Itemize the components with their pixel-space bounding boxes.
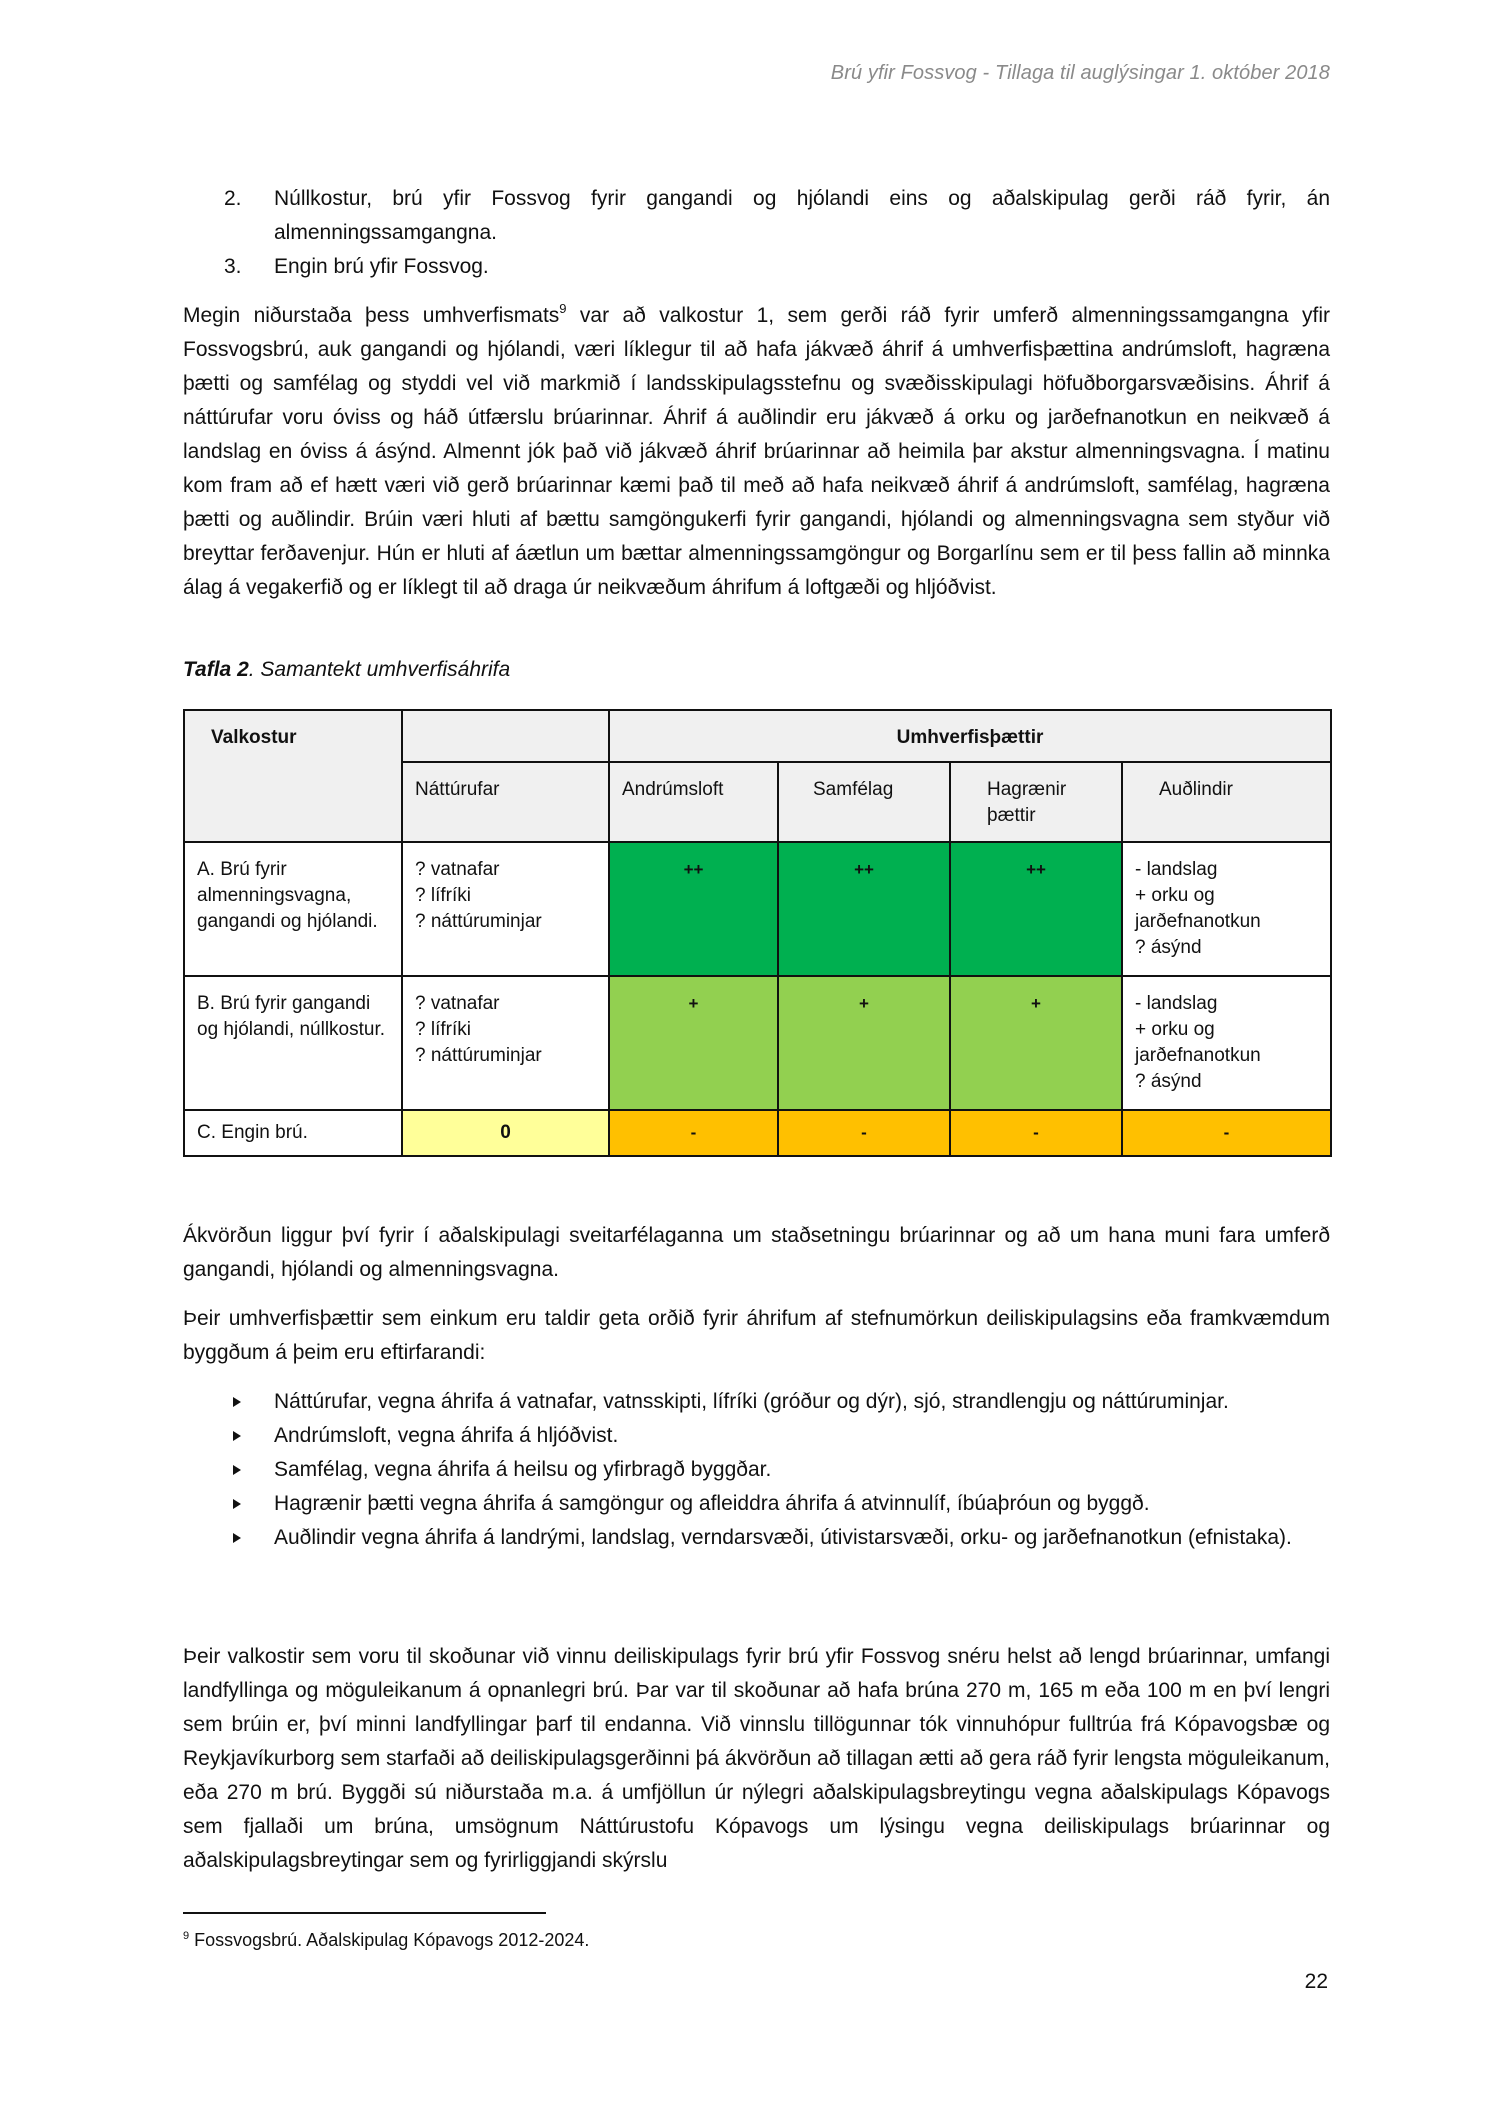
header-valkostur: Valkostur — [184, 710, 402, 842]
resources-item: jarðefnanotkun — [1135, 1045, 1261, 1066]
footnote-reference[interactable]: 9 — [559, 301, 567, 316]
list-item — [183, 1385, 1330, 1419]
impact-cell-hagraenir: ++ — [950, 842, 1122, 976]
bullet-triangle-icon — [233, 1465, 241, 1475]
header-audlindir: Auðlindir — [1122, 762, 1331, 842]
paragraph-assessment-summary — [183, 299, 1330, 605]
header-samfelag: Samfélag — [778, 762, 950, 842]
resources-item: jarðefnanotkun — [1135, 911, 1261, 932]
nature-item: ? náttúruminjar — [415, 1045, 542, 1066]
list-item-text: Núllkostur, brú yfir Fossvog fyrir gangandi og hjólandi eins og aðalskipulag gerði ráð fyrir, án almenningssamgangna. — [274, 187, 1330, 244]
resources-item: - landslag — [1135, 859, 1218, 880]
impact-cell-samfelag: + — [778, 976, 950, 1110]
list-item-text: Engin brú yfir Fossvog. — [274, 255, 489, 278]
paragraph-alternatives: Þeir valkostir sem voru til skoðunar við vinnu deiliskipulags fyrir brú yfir Fossvog snéru helst að lengd brúarinnar, umfangi landfyllinga og möguleikanum á opnanlegri brú. Þar var til skoðunar að hafa brúna 270 m, 165 m eða 100 m en því lengri sem brúin er, því minni landfyllingar þarf til endanna. Við vinnslu tillögunnar tók vinnuhópur fulltrúa frá Kópavogsbæ og Reykjavíkurborg sem starfaði að deiliskipulagsgerðinni þá ákvörðun að tillagan ætti að gera ráð fyrir lengsta möguleikanum, eða 270 m brú. Byggði sú niðurstaða m.a. á umfjöllun úr nýlegri aðalskipulagsbreytingu vegna aðalskipulags Kópavogs sem fjallaði um brúna, umsögnum Náttúrustofu Kópavogs um lýsingu vegna deiliskipulags brúarinnar og aðalskipulagsbreytingar sem og fyrirliggjandi skýrslu — [183, 1645, 1330, 1872]
list-item — [183, 1419, 1330, 1453]
resources-cell — [1122, 976, 1331, 1110]
table-row — [184, 976, 1331, 1110]
nature-item: ? lífríki — [415, 885, 471, 906]
list-number: 3. — [224, 255, 242, 278]
footnote-separator — [183, 1912, 546, 1914]
page-number: 22 — [1304, 1970, 1328, 1993]
option-cell: B. Brú fyrir gangandi og hjólandi, núllkostur. — [184, 976, 402, 1110]
bullet-triangle-icon — [233, 1397, 241, 1407]
paragraph-text: Megin niðurstaða þess umhverfismats — [183, 304, 560, 327]
table-row — [184, 842, 1331, 976]
nature-item: ? náttúruminjar — [415, 911, 542, 932]
resources-item: ? ásýnd — [1135, 937, 1202, 958]
header-nattururfar: Náttúrufar — [402, 762, 609, 842]
nature-cell — [402, 842, 609, 976]
list-item — [183, 1521, 1330, 1555]
impact-cell-hagraenir: - — [950, 1110, 1122, 1156]
header-andrumsloft: Andrúmsloft — [609, 762, 778, 842]
list-item — [183, 1487, 1330, 1521]
list-item-text: Hagrænir þætti vegna áhrifa á samgöngur og afleiddra áhrifa á atvinnulíf, íbúaþróun og byggð. — [274, 1492, 1150, 1515]
resources-cell: - — [1122, 1110, 1331, 1156]
bullet-triangle-icon — [233, 1499, 241, 1509]
table-caption-label: Tafla 2 — [183, 658, 249, 681]
nature-item: ? vatnafar — [415, 993, 500, 1014]
list-number: 2. — [224, 187, 242, 210]
environmental-impact-table — [183, 709, 1332, 1157]
table-row — [184, 1110, 1331, 1156]
impact-cell-samfelag: - — [778, 1110, 950, 1156]
bullet-list — [183, 1385, 1330, 1555]
list-item-text: Auðlindir vegna áhrifa á landrými, landslag, verndarsvæði, útivistarsvæði, orku- og jarðefnanotkun (efnistaka). — [274, 1526, 1292, 1549]
nature-item: ? vatnafar — [415, 859, 500, 880]
list-item-text: Samfélag, vegna áhrifa á heilsu og yfirbragð byggðar. — [274, 1458, 772, 1481]
table-caption — [183, 658, 510, 682]
impact-cell-samfelag: ++ — [778, 842, 950, 976]
paragraph-decision: Ákvörðun liggur því fyrir í aðalskipulagi sveitarfélaganna um staðsetningu brúarinnar og að um hana muni fara umferð gangandi, hjólandi og almenningsvagna. — [183, 1224, 1330, 1281]
list-item — [183, 1453, 1330, 1487]
resources-item: ? ásýnd — [1135, 1071, 1202, 1092]
resources-item: + orku og — [1135, 885, 1215, 906]
running-header: Brú yfir Fossvog - Tillaga til auglýsingar 1. október 2018 — [830, 62, 1330, 84]
nature-cell — [402, 976, 609, 1110]
resources-item: - landslag — [1135, 993, 1218, 1014]
table-caption-text: . Samantekt umhverfisáhrifa — [248, 658, 511, 681]
resources-cell — [1122, 842, 1331, 976]
header-umhverfisthaettir: Umhverfisþættir — [609, 710, 1331, 762]
impact-cell-andrumsloft: ++ — [609, 842, 778, 976]
resources-item: + orku og — [1135, 1019, 1215, 1040]
list-item — [183, 182, 1330, 250]
paragraph-environmental-factors: Þeir umhverfisþættir sem einkum eru taldir geta orðið fyrir áhrifum af stefnumörkun deiliskipulagsins eða framkvæmdum byggðum á þeim eru eftirfarandi: — [183, 1307, 1330, 1364]
header-hagraenir-thaettir: Hagrænir þættir — [950, 762, 1122, 842]
bullet-triangle-icon — [233, 1431, 241, 1441]
impact-cell-andrumsloft: - — [609, 1110, 778, 1156]
list-item — [183, 250, 1330, 284]
paragraph-text: var að valkostur 1, sem gerði ráð fyrir umferð almenningssamgangna yfir Fossvogsbrú, auk gangandi og hjólandi, væri líklegur til að hafa jákvæð áhrif á umhverfisþættina andrúmsloft, hagræna þætti og samfélag og styddi vel við markmið í landsskipulagsstefnu og svæðisskipulagi höfuðborgarsvæðisins. Áhrif á náttúrufar voru óviss og háð útfærslu brúarinnar. Áhrif á auðlindir eru jákvæð á orku og jarðefnanotkun en neikvæð á landslag en óviss á ásýnd. Almennt jók það við jákvæð áhrif brúarinnar að heimila þar akstur almenningsvagna. Í matinu kom fram að ef hætt væri við gerð brúarinnar kæmi það til með að hafa neikvæð áhrif á andrúmsloft, samfélag, hagræna þætti og auðlindir. Brúin væri hluti af bættu samgöngukerfi fyrir gangandi, hjólandi og almenningsvagna sem styður við breyttar ferðavenjur. Hún er hluti af áætlun um bættar almenningssamgöngur og Borgarlínu sem er til þess fallin að minnka álag á vegakerfið og er líklegt til að draga úr neikvæðum áhrifum á loftgæði og hljóðvist. — [183, 304, 1330, 599]
list-item-text: Náttúrufar, vegna áhrifa á vatnafar, vatnsskipti, lífríki (gróður og dýr), sjó, strandlengju og náttúruminjar. — [274, 1390, 1229, 1413]
impact-cell-andrumsloft: + — [609, 976, 778, 1110]
header-empty — [402, 710, 609, 762]
nature-cell: 0 — [402, 1110, 609, 1156]
option-cell: A. Brú fyrir almenningsvagna, gangandi og hjólandi. — [184, 842, 402, 976]
numbered-list — [183, 182, 1330, 284]
impact-cell-hagraenir: + — [950, 976, 1122, 1110]
bullet-triangle-icon — [233, 1533, 241, 1543]
list-item-text: Andrúmsloft, vegna áhrifa á hljóðvist. — [274, 1424, 619, 1447]
footnote — [183, 1930, 589, 1951]
nature-item: ? lífríki — [415, 1019, 471, 1040]
footnote-marker: 9 — [183, 1930, 190, 1942]
option-cell: C. Engin brú. — [184, 1110, 402, 1156]
footnote-text: Fossvogsbrú. Aðalskipulag Kópavogs 2012-2024. — [189, 1930, 590, 1950]
